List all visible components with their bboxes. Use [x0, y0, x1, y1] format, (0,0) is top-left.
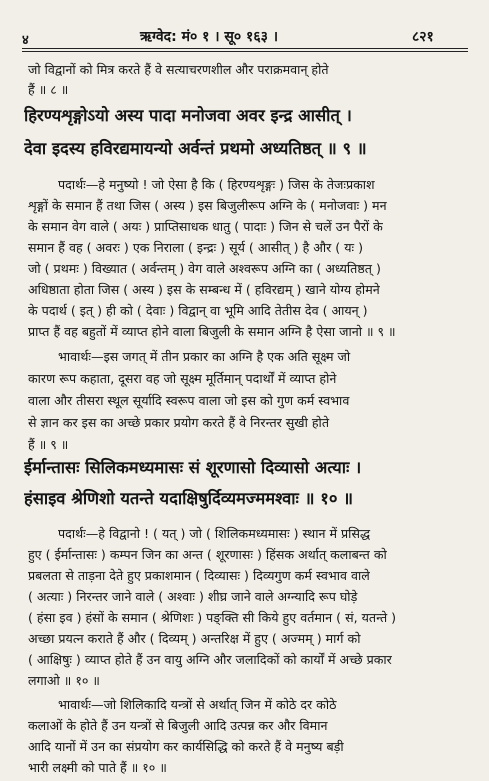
text-line: हैं ॥ ९ ॥: [28, 437, 69, 452]
padarth-line: पदार्थः—हे विद्वानो ! ( यत् ) जो ( शिलिकमध्यमासः ) स्थान में प्रसिद्ध: [58, 526, 371, 541]
bhavarth-line: भावार्थः—इस जगत् में तीन प्रकार का अग्नि है एक अति सूक्ष्म जो: [58, 349, 351, 364]
running-header: ऋग्वेद: मं० १ । सू० १६३ ।: [140, 29, 279, 45]
text-line: ( अत्याः ) निरन्तर जाने वाले ( अश्वाः ) शीघ्र जाने वाले अग्न्यादि रूप घोड़े: [28, 589, 358, 604]
text-line: ( आक्षिषुः ) व्याप्त होते हैं उन वायु अग्नि और जलादिकों को कार्यों में अच्छे प्रकार: [28, 652, 392, 667]
text-line: प्राप्त हैं वह बहुतों में व्याप्त होने वाला बिजुली के समान अग्नि है ऐसा जानो ॥ ९ ॥: [28, 324, 396, 339]
text-line: आदि यानों में उन का संप्रयोग कर कार्यसिद्धि को करते हैं वे मनुष्य बड़ी: [28, 739, 344, 754]
text-line: हैं ॥ ८ ॥: [28, 82, 69, 97]
header-rule: [22, 48, 468, 49]
padarth-line: पदार्थः—हे मनुष्यो ! जो ऐसा है कि ( हिरण्यशृङ्गः ) जिस के तेजःप्रकाश: [58, 177, 375, 192]
mantra-line: ईर्मान्तासः सिलिकमध्यमासः सं शूरणासो दिव्यासो अत्याः ।: [24, 458, 362, 477]
header-mark: ४: [22, 33, 29, 48]
text-line: से ज्ञान कर इस का अच्छे प्रकार प्रयोग करते हैं वे निरन्तर सुखी होते: [28, 415, 329, 430]
text-line: अधिष्ठाता होता जिस ( अस्य ) इस के सम्बन्ध में ( हविरद्यम् ) खाने योग्य होमने: [28, 282, 380, 297]
text-line: जो ( प्रथमः ) विख्यात ( अर्वन्तम् ) वेग वाले अश्वरूप अग्नि का ( अध्यतिष्ठत् ): [28, 261, 381, 276]
page-number: ८२१: [412, 29, 434, 45]
text-line: भारी लक्ष्मी को पाते हैं ॥ १० ॥: [28, 760, 167, 775]
text-line: समान हैं वह ( अवरः ) एक निराला ( इन्द्रः ) सूर्य ( आसीत् ) है और ( यः ): [28, 240, 363, 255]
text-line: ( हंसा इव ) हंसों के समान ( श्रेणिशः ) पङ्क्ति सी किये हुए वर्तमान ( सं, यतन्ते ): [28, 610, 397, 625]
mantra-line: देवा इदस्य हविरद्यमायन्यो अर्वन्तं प्रथमो अध्यतिष्ठत् ॥ ९ ॥: [24, 139, 367, 158]
mantra-line: हंसाइव श्रेणिशो यतन्ते यदाक्षिषुर्दिव्यमज्ममश्वाः ॥ १० ॥: [24, 489, 354, 508]
text-line: वाला और तीसरा स्थूल सूर्यादि स्वरूप वाला जो इस को गुण कर्म स्वभाव: [28, 393, 350, 408]
text-line: अच्छा प्रयत्न कराते हैं और ( दिव्यम् ) अन्तरिक्ष में हुए ( अज्मम् ) मार्ग को: [28, 631, 361, 646]
text-line: के समान वेग वाले ( अयः ) प्राप्तिसाधक धातु ( पादाः ) जिन से चलें उन पैरों के: [28, 219, 383, 234]
text-line: लगाओ ॥ १० ॥: [28, 673, 100, 688]
header-rule-second: [22, 51, 468, 52]
text-line: शृङ्गों के समान हैं तथा जिस ( अस्य ) इस बिजुलीरूप अग्नि के ( मनोजवाः ) मन: [28, 198, 387, 213]
text-line: कलाओं के होते हैं उन यन्त्रों से बिजुली आदि उत्पन्न कर और विमान: [28, 718, 328, 733]
text-line: प्रबलता से ताड़ना देते हुए प्रकाशमान ( दिव्यासः ) दिव्यगुण कर्म स्वभाव वाले: [28, 568, 370, 583]
text-line: जो विद्वानों को मित्र करते हैं वे सत्याचरणशील और पराक्रमवान् होते: [28, 62, 329, 77]
text-line: के पदार्थ ( इत् ) ही को ( देवाः ) विद्वान् वा भूमि आदि तेतीस देव ( आयन् ): [28, 303, 368, 318]
bhavarth-line: भावार्थः—जो शिलिकादि यन्त्रों से अर्थात् जिन में कोठे दर कोठे: [58, 697, 337, 712]
mantra-line: हिरण्यशृङ्गोऽयो अस्य पादा मनोजवा अवर इन्द्र आसीत् ।: [24, 106, 352, 125]
text-line: कारण रूप कहाता, दूसरा वह जो सूक्ष्म मूर्तिमान् पदार्थों में व्याप्त होने: [28, 371, 337, 386]
text-line: हुए ( ईर्मान्तासः ) कम्पन जिन का अन्त ( शूरणासः ) हिंसक अर्थात् कलाबन्त को: [28, 547, 387, 562]
